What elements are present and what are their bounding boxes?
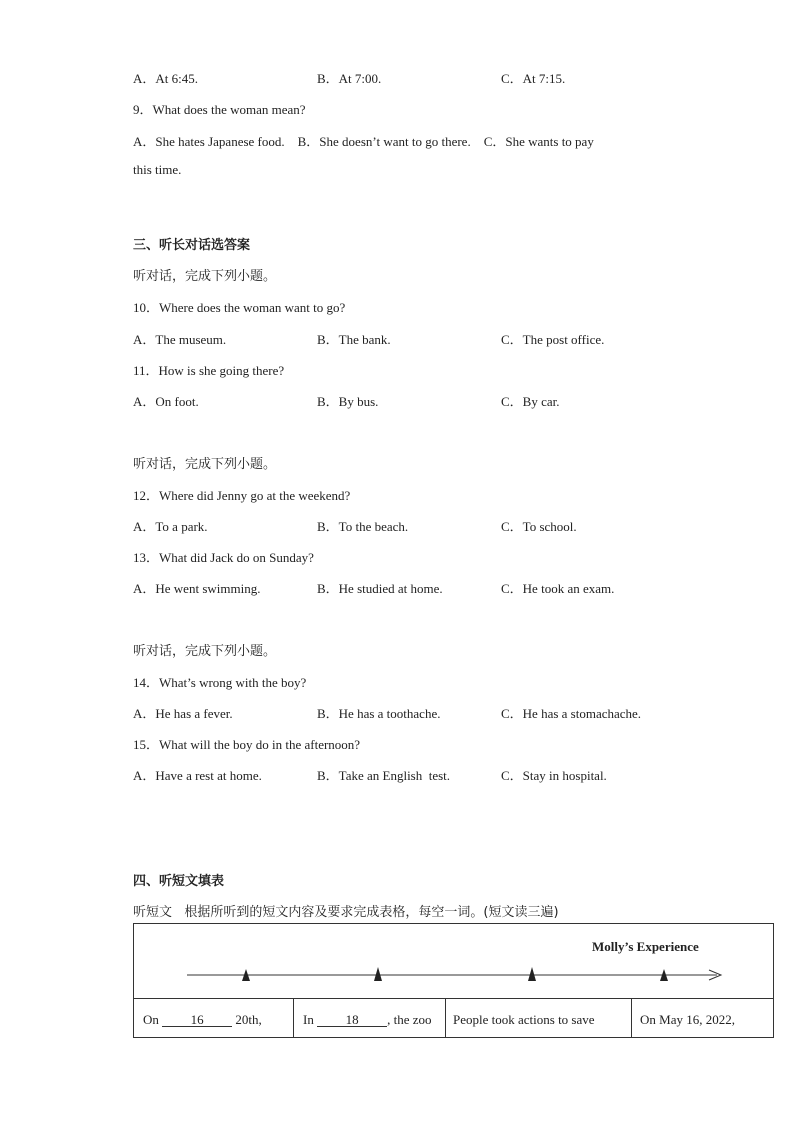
q8-option-c: C．At 7:15.: [501, 71, 566, 86]
q11-option-c: C．By car.: [501, 394, 560, 409]
table-row-divider: [134, 998, 773, 999]
q15-option-b: B．Take an English test.: [317, 768, 451, 783]
q12-stem: 12．Where did Jenny go at the weekend?: [133, 488, 351, 503]
q13-option-b: B．He studied at home.: [317, 581, 443, 596]
q10-option-a: A．The museum.: [133, 332, 227, 347]
q12-option-a: A．To a park.: [133, 519, 208, 534]
section-3-title: 三、听长对话选答案: [133, 238, 251, 253]
group-2-instruction: 听对话，完成下列小题。: [133, 457, 277, 472]
table-col-divider: [631, 998, 632, 1038]
q14-option-c: C．He has a stomachache.: [501, 706, 642, 721]
q14-stem: 14．What’s wrong with the boy?: [133, 675, 307, 690]
q13-stem: 13．What did Jack do on Sunday?: [133, 550, 314, 565]
table-cell-4: On May 16, 2022,: [640, 1012, 735, 1027]
group-3-instruction: 听对话，完成下列小题。: [133, 644, 277, 659]
q10-stem: 10．Where does the woman want to go?: [133, 300, 346, 315]
table-cell-3: People took actions to save: [453, 1012, 595, 1027]
table-cell-1: [143, 1012, 262, 1028]
q15-option-a: A．Have a rest at home.: [133, 768, 262, 783]
cell-2-suffix: , the zoo: [387, 1012, 432, 1027]
q10-option-c: C．The post office.: [501, 332, 605, 347]
cell-1-prefix: On: [143, 1012, 159, 1027]
blank-18[interactable]: 18: [317, 1013, 387, 1027]
q10-option-b: B．The bank.: [317, 332, 391, 347]
q15-option-c: C．Stay in hospital.: [501, 768, 607, 783]
cell-1-suffix: 20th,: [235, 1012, 262, 1027]
timeline-marker: [528, 967, 536, 981]
table-title: Molly’s Experience: [592, 939, 699, 954]
q11-option-a: A．On foot.: [133, 394, 199, 409]
q15-stem: 15．What will the boy do in the afternoon?: [133, 737, 361, 752]
section-4-title: 四、听短文填表: [133, 874, 225, 889]
table-col-divider: [293, 998, 294, 1038]
blank-16[interactable]: 16: [162, 1013, 232, 1027]
timeline-arrow: [134, 924, 775, 998]
timeline-marker: [374, 967, 382, 981]
q9-stem: 9．What does the woman mean?: [133, 102, 306, 117]
q12-option-c: C．To school.: [501, 519, 577, 534]
section-4-instruction: 听短文 根据所听到的短文内容及要求完成表格，每空一词。(短文读三遍): [133, 905, 559, 920]
q8-option-b: B．At 7:00.: [317, 71, 382, 86]
q13-option-a: A．He went swimming.: [133, 581, 261, 596]
q13-option-c: C．He took an exam.: [501, 581, 615, 596]
q14-option-a: A．He has a fever.: [133, 706, 233, 721]
q12-option-b: B．To the beach.: [317, 519, 409, 534]
q11-stem: 11．How is she going there?: [133, 363, 285, 378]
experience-table: [133, 923, 774, 1038]
q8-option-a: A．At 6:45.: [133, 71, 199, 86]
q9-options-line: A．She hates Japanese food. B．She doesn’t want to go there. C．She wants to pay: [133, 134, 594, 149]
q14-option-b: B．He has a toothache.: [317, 706, 441, 721]
group-1-instruction: 听对话，完成下列小题。: [133, 269, 277, 284]
table-cell-2: [303, 1012, 432, 1028]
table-col-divider: [445, 998, 446, 1038]
q9-options-line-2: this time.: [133, 162, 182, 177]
cell-2-prefix: In: [303, 1012, 314, 1027]
q11-option-b: B．By bus.: [317, 394, 379, 409]
